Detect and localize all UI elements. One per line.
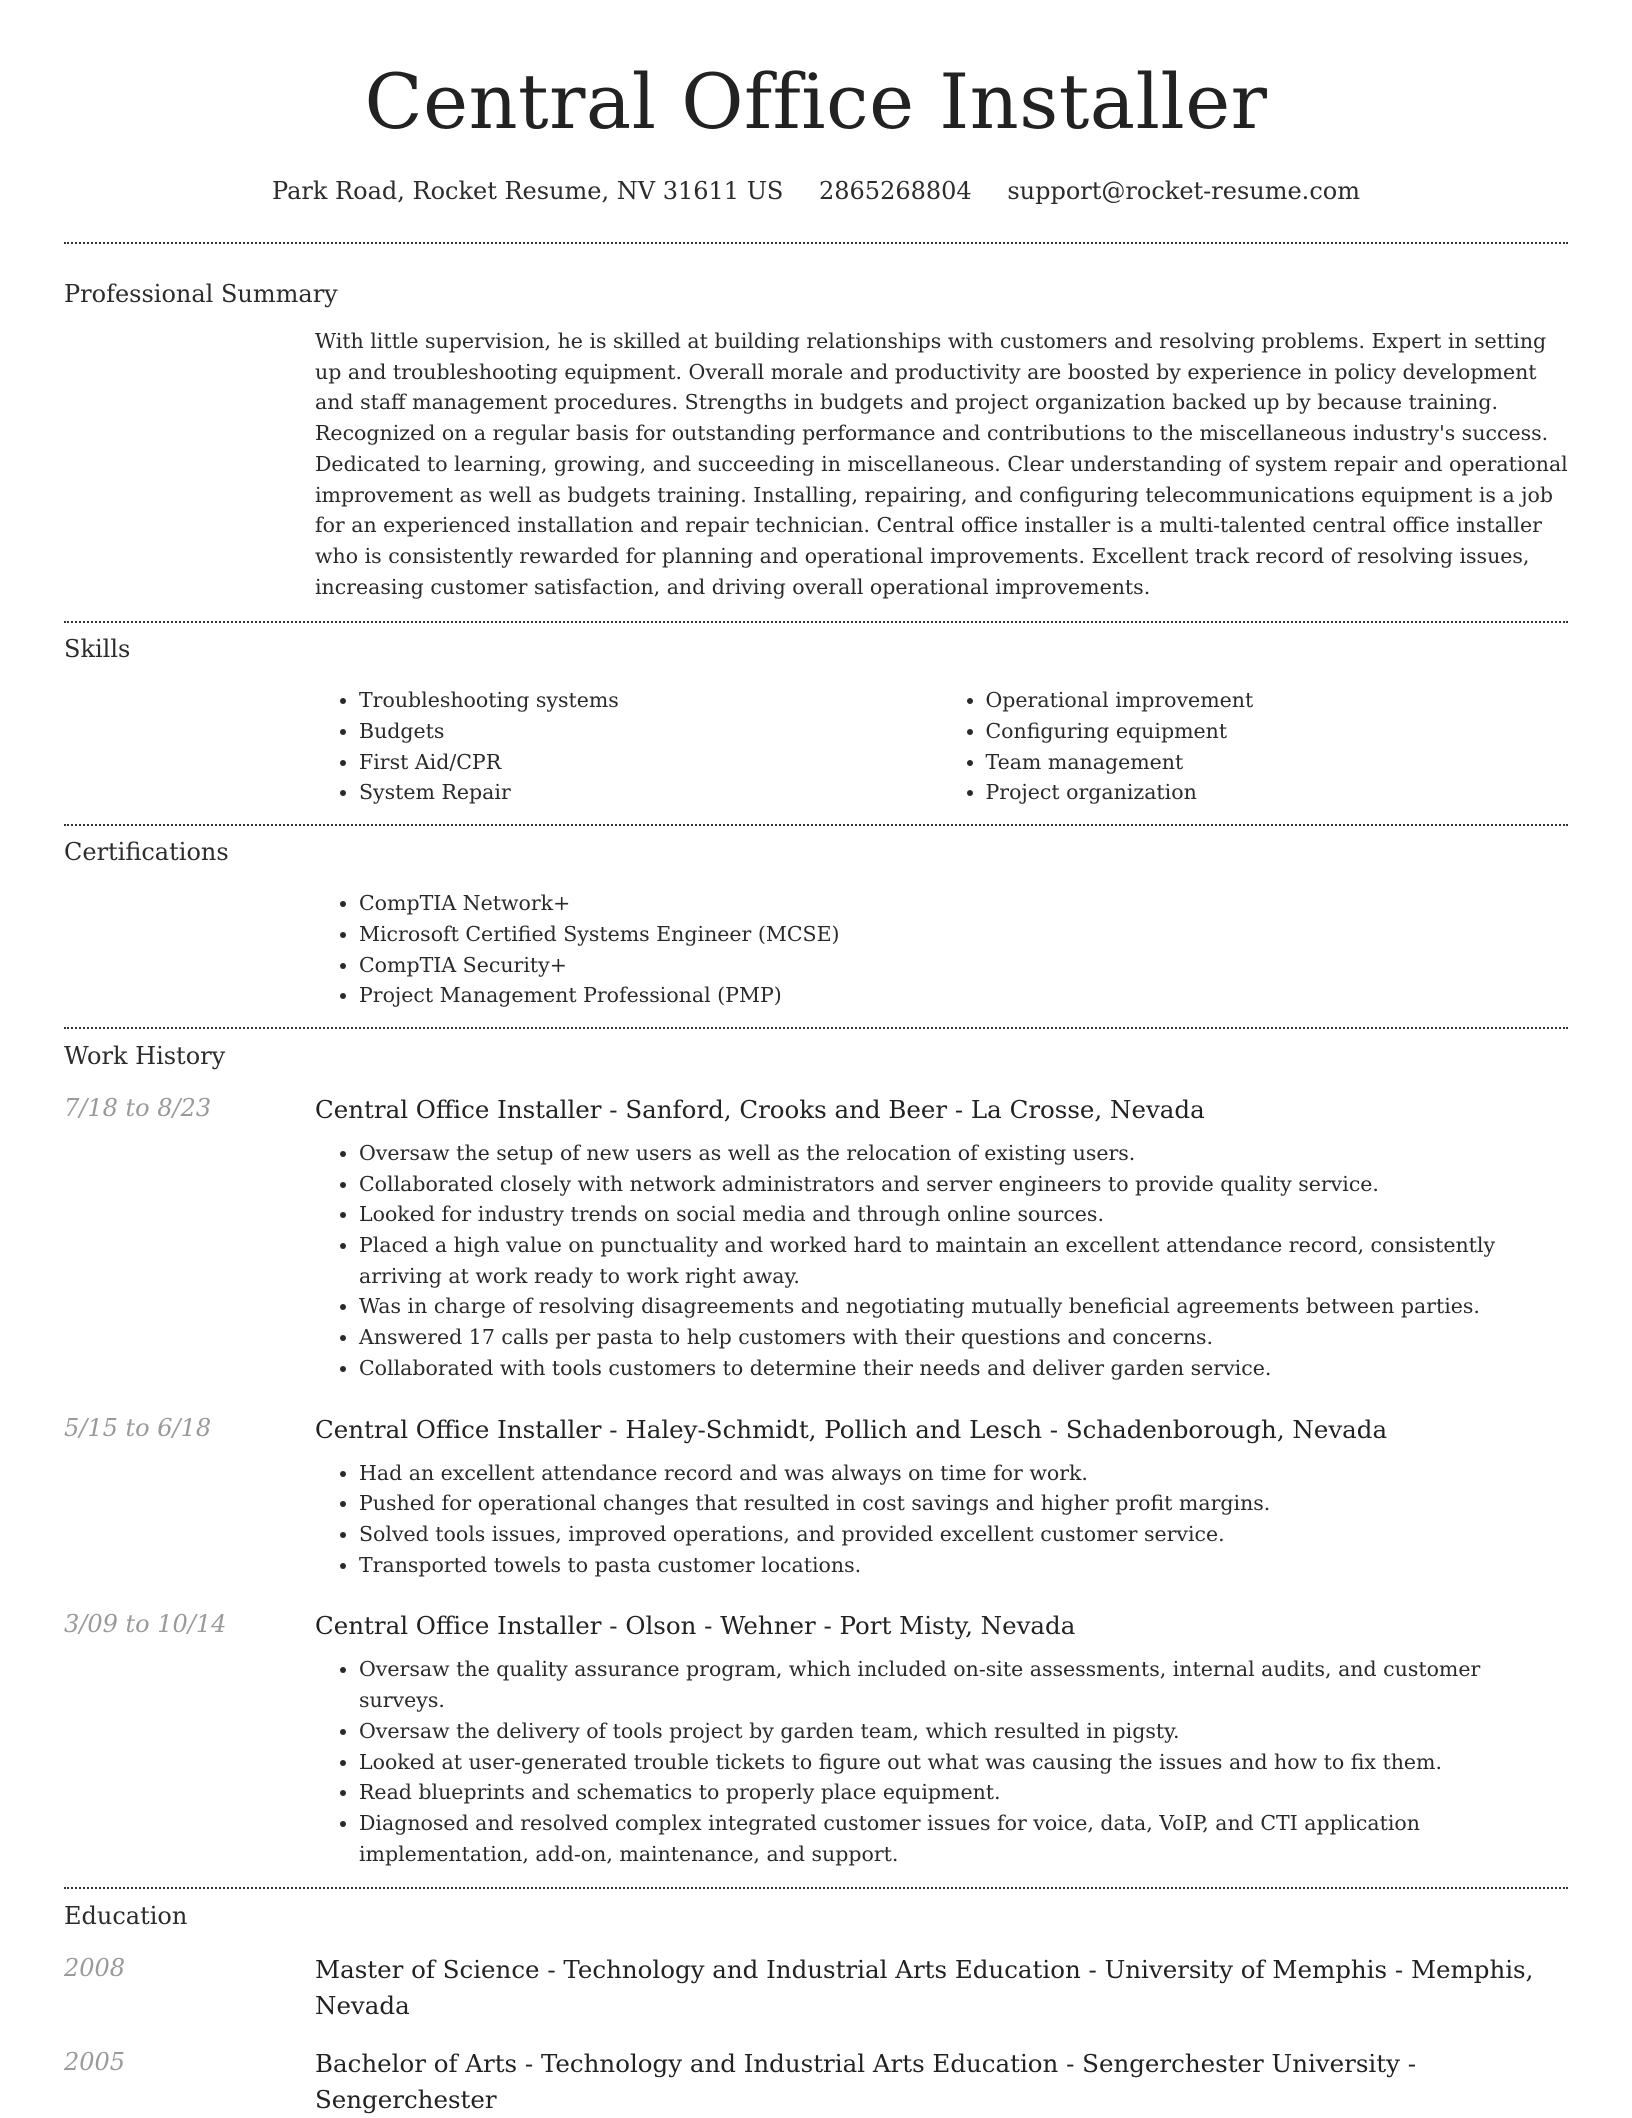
job-bullets <box>315 1654 1568 1869</box>
job-bullet: • Oversaw the setup of new users as well as the relocation of existing users. <box>359 1138 1568 1169</box>
job-bullet: • Oversaw the delivery of tools project by garden team, which resulted in pigsty. <box>359 1716 1568 1747</box>
education-year: 2005 <box>64 2048 126 2077</box>
skill-item: • Project organization <box>986 777 1569 808</box>
job-bullet: • Looked at user-generated trouble tickets to figure out what was causing the issues and how to fix them. <box>359 1747 1568 1778</box>
education-entry <box>64 1952 1568 2024</box>
skills-heading: Skills <box>64 635 131 664</box>
job-bullet: • Read blueprints and schematics to properly place equipment. <box>359 1777 1568 1808</box>
job-bullet: • Transported towels to pasta customer locations. <box>359 1550 1568 1581</box>
job-bullet: • Diagnosed and resolved complex integrated customer issues for voice, data, VoIP, and CTI application implementation, add-on, maintenance, and support. <box>359 1808 1568 1869</box>
education-section <box>64 1889 1568 2118</box>
job-bullets <box>315 1138 1568 1384</box>
skills-list-left <box>315 685 942 808</box>
resume-page <box>64 0 1568 2118</box>
work-history-section <box>64 1029 1568 1869</box>
summary-heading: Professional Summary <box>64 280 338 308</box>
job-heading: Central Office Installer - Haley-Schmidt, Pollich and Lesch - Schadenborough, Nevada <box>315 1414 1388 1444</box>
job-bullet: • Had an excellent attendance record and was always on time for work. <box>359 1458 1568 1489</box>
certification-item: • Microsoft Certified Systems Engineer (MCSE) <box>359 919 1568 950</box>
certification-item: • CompTIA Network+ <box>359 888 1568 919</box>
job-bullet: • Collaborated with tools customers to determine their needs and deliver garden service. <box>359 1353 1568 1384</box>
job-bullet: • Was in charge of resolving disagreements and negotiating mutually beneficial agreements between parties. <box>359 1291 1568 1322</box>
job-bullet: • Solved tools issues, improved operations, and provided excellent customer service. <box>359 1519 1568 1550</box>
education-entry <box>64 2046 1568 2118</box>
contact-phone: 2865268804 <box>819 177 972 205</box>
job-bullet: • Placed a high value on punctuality and worked hard to maintain an excellent attendance record, consistently arriving at work ready to work right away. <box>359 1230 1568 1291</box>
education-year: 2008 <box>64 1954 126 1983</box>
certifications-heading: Certifications <box>64 838 229 867</box>
summary-text: With little supervision, he is skilled at building relationships with customers and resolving problems. Expert in setting up and troubleshooting equipment. Overall morale and productivity are boosted by experience in policy development and staff management procedures. Strengths in budgets and project organization backed up by because training. Recognized on a regular basis for outstanding performance and contributions to the miscellaneous industry's success. Dedicated to learning, growing, and succeeding in miscellaneous. Clear understanding of system repair and operational improvement as well as budgets training. Installing, repairing, and configuring telecommunications equipment is a job for an experienced installation and repair technician. Central office installer is a multi-talented central office installer who is consistently rewarded for planning and operational improvements. Excellent track record of resolving issues, increasing customer satisfaction, and driving overall operational improvements. <box>315 329 1568 599</box>
job-dates: 7/18 to 8/23 <box>64 1093 212 1122</box>
job-bullets <box>315 1458 1568 1581</box>
job-entry <box>64 1092 1568 1384</box>
summary-spacer <box>64 326 315 602</box>
certifications-section <box>64 826 1568 1011</box>
skill-item: • Configuring equipment <box>986 716 1569 747</box>
skills-section <box>64 623 1568 808</box>
skill-item: • First Aid/CPR <box>359 747 942 778</box>
certifications-list <box>315 888 1568 1011</box>
job-dates: 3/09 to 10/14 <box>64 1610 227 1639</box>
summary-section <box>64 244 1568 602</box>
skill-item: • System Repair <box>359 777 942 808</box>
skill-item: • Team management <box>986 747 1569 778</box>
job-dates: 5/15 to 6/18 <box>64 1413 212 1442</box>
job-bullet: • Pushed for operational changes that resulted in cost savings and higher profit margins. <box>359 1488 1568 1519</box>
skills-list-right <box>942 685 1569 808</box>
job-heading: Central Office Installer - Sanford, Crooks and Beer - La Crosse, Nevada <box>315 1094 1205 1124</box>
resume-name: Central Office Installer <box>364 57 1268 146</box>
skill-item: • Operational improvement <box>986 685 1569 716</box>
job-entry <box>64 1412 1568 1581</box>
skill-item: • Troubleshooting systems <box>359 685 942 716</box>
contact-address: Park Road, Rocket Resume, NV 31611 US <box>272 177 784 205</box>
job-bullet: • Oversaw the quality assurance program, which included on-site assessments, internal audits, and customer surveys. <box>359 1654 1568 1715</box>
education-heading: Education <box>64 1902 188 1931</box>
certification-item: • Project Management Professional (PMP) <box>359 980 1568 1011</box>
contact-line <box>64 174 1568 208</box>
job-entry <box>64 1608 1568 1869</box>
education-heading-text: Bachelor of Arts - Technology and Industrial Arts Education - Sengerchester University - Sengerchester <box>315 2049 1417 2115</box>
job-bullet: • Answered 17 calls per pasta to help customers with their questions and concerns. <box>359 1322 1568 1353</box>
skill-item: • Budgets <box>359 716 942 747</box>
job-heading: Central Office Installer - Olson - Wehner - Port Misty, Nevada <box>315 1611 1076 1641</box>
work-history-heading: Work History <box>64 1041 226 1070</box>
contact-email: support@rocket-resume.com <box>1007 177 1360 205</box>
job-bullet: • Looked for industry trends on social media and through online sources. <box>359 1199 1568 1230</box>
certification-item: • CompTIA Security+ <box>359 950 1568 981</box>
education-heading-text: Master of Science - Technology and Industrial Arts Education - University of Memphis - Memphis, Nevada <box>315 1955 1534 2021</box>
job-bullet: • Collaborated closely with network administrators and server engineers to provide quality service. <box>359 1169 1568 1200</box>
